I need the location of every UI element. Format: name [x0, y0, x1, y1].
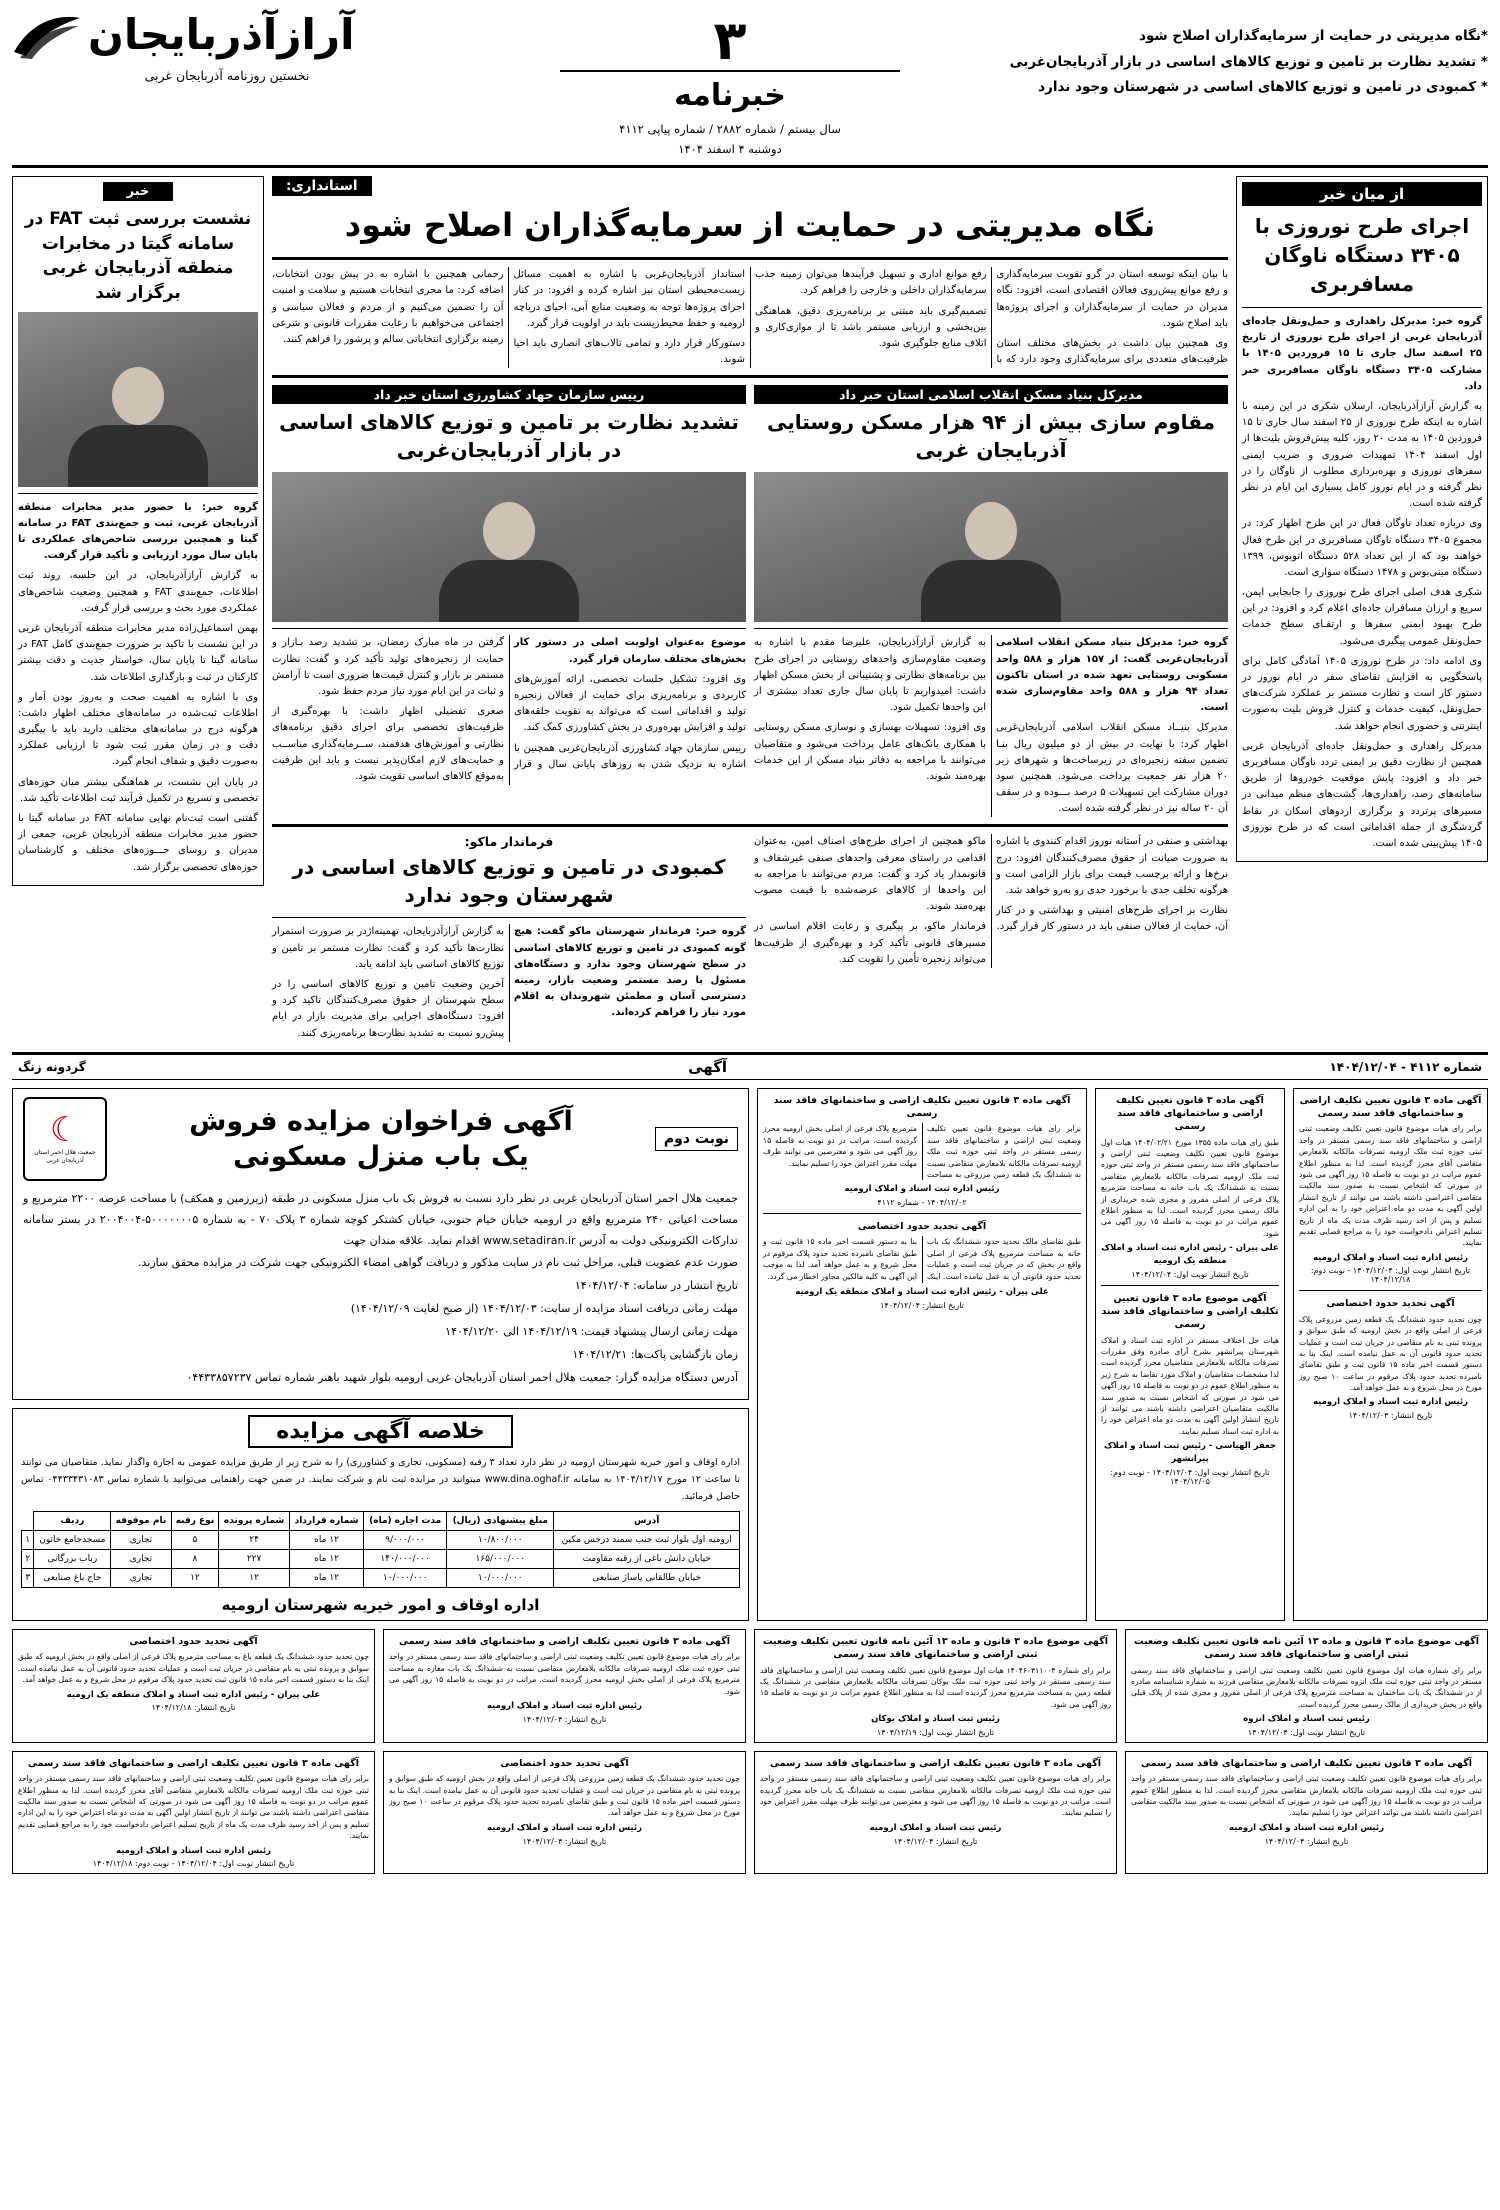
- paragraph: بهمن اسماعیل‌زاده مدیر مخابرات منطقه آذربایجان غربی در این نشست با تاکید بر ضرورت جمع‌بندی کامل FAT در سامانه گیتا تا پایان سال، خواستار جدیت و دقت بیشتر کارکنان در ثبت و بارگذاری اطلاعات شد.: [18, 622, 258, 683]
- story-jahad-photo: [272, 472, 746, 622]
- mozayede-title: خلاصه آگهی مزایده: [248, 1415, 512, 1448]
- paragraph: وی درباره تعداد ناوگان فعال در این طرح اظهار کرد: در مجموع ۳۴۰۵ دستگاه ناوگان مسافربری در این طرح فعال خواهند بود که از این تعداد ۵۲۸ دستگاه اتوبوس، ۱۳۹۹ دستگاه مینی‌بوس و ۱۴۷۸ دستگاه سواری است.: [1242, 518, 1482, 578]
- legal-ad-title: آگهی ماده ۳ قانون تعیین تکلیف اراضی و ساختمانهای فاقد سند رسمی: [1116, 1094, 1264, 1133]
- cell-name: مسجدجامع خاتون: [34, 1531, 111, 1550]
- story-maskan-headline: مقاوم سازی بیش از ۹۴ هزار مسکن روستایی آذربایجان غربی: [767, 410, 1215, 463]
- legal-ad-9: [12, 1629, 375, 1743]
- legal-ad-2: [757, 1088, 1087, 1621]
- paragraph: به گزارش آرازآذربایجان، در این جلسه، روند ثبت اطلاعات، جمع‌بندی FAT و همچنین وضعیت شاخص‌های عملکردی مورد بحث و بررسی قرار گرفت.: [18, 570, 258, 614]
- lead-kicker: استانداری:: [272, 176, 372, 196]
- story-jahad-kicker: رییس سازمان جهاد کشاورزی استان خبر داد: [272, 385, 746, 404]
- masthead-bullet-1: *نگاه مدیریتی در حمایت از سرمایه‌گذاران اصلاح شود: [1139, 28, 1488, 44]
- left-sidebar-section-label: خبر: [103, 182, 173, 201]
- th-row: ردیف: [34, 1512, 111, 1531]
- legal-ad-date: تاریخ انتشار: ۱۴۰۴/۱۲/۰۴: [1348, 1411, 1433, 1421]
- legal-ad-sign: رئیس اداره ثبت اسناد و املاک ارومیه: [1229, 1822, 1384, 1833]
- cell-name: حاج باغ صنایعی: [34, 1569, 111, 1588]
- mozayede-ad: [12, 1408, 749, 1621]
- cell-amount: ۱۰/۸۰۰/۰۰۰: [447, 1531, 554, 1550]
- story-makou-headline: کمبودی در تامین و توزیع کالاهای اساسی در شهرستان وجود ندارد: [292, 855, 726, 908]
- auction-title-line1: آگهی فراخوان مزایده فروش: [189, 1105, 573, 1137]
- legal-ad-title: آگهی ماده ۳ قانون تعیین تکلیف اراضی و ساختمانهای فاقد سند رسمی: [1299, 1094, 1482, 1120]
- cell-file: ۸: [171, 1550, 219, 1569]
- cell-row: ۲: [22, 1550, 34, 1569]
- cell-name: رباب بزرگانی: [34, 1550, 111, 1569]
- auction-line: تاریخ انتشار در سامانه: ۱۴۰۴/۱۲/۰۴: [574, 1279, 738, 1293]
- legal-ad-sign: جعفر الهیاسی - رئیس ثبت اسناد و املاک پیرانشهر: [1103, 1441, 1277, 1464]
- legal-ad-body: چون تحدید حدود ششدانگ یک قطعه باغ به مساحت مترمربع پلاک فرعی از اصلی واقع در بخش ارومیه که طبق سوابق و پرونده ثبتی به نام متقاضی در جریان ثبت است و عملیات تحدید حدود قانونی آن به عمل نیامده است. اینک بنا به دستور قسمت اخیر ماده ۱۵ قانون ثبت تحدید حدود پلاک مرقوم در محل شروع و به عمل خواهد آمد.: [18, 1652, 369, 1685]
- paragraph: وی افزود: تسهیلات بهسازی و نوسازی مسکن روستایی با همکاری بانک‌های عامل پرداخت می‌شود و متقاضیان می‌توانند با مراجعه به دفاتر بنیاد مسکن از این خدمات بهره‌مند شوند.: [754, 722, 986, 782]
- auction-line: مهلت زمانی ارسال پیشنهاد قیمت: ۱۴۰۴/۱۲/۱۹ الی ۱۴۰۴/۱۲/۲۰: [445, 1325, 738, 1339]
- paragraph: گروه خبر: فرماندار شهرستان ماکو گفت: هیچ گونه کمبودی در تامین و توزیع کالاهای اساسی در سطح شهرستان وجود ندارد و دستگاه‌های مسئول با رصد مستمر وضعیت بازار، زمینه دسترسی آسان و مطمئن شهروندان به اقلام مورد نیاز را فراهم کرده‌اند.: [514, 926, 746, 1019]
- legal-ad-body: برابر رای هیات موضوع قانون تعیین تکلیف وضعیت ثبتی اراضی و ساختمانهای فاقد سند رسمی مستقر در واحد ثبتی حوزه ثبت ملک ارومیه تصرفات مالکانه بلامعارض متقاضی نسبت به ششدانگ یک باب مغازه به مساحت مترمربع پلاک فرعی از اصلی بخش ارومیه محرز گردیده است. مراتب در دو نوبت به فاصله ۱۵ روز آگهی می شود.: [389, 1652, 740, 1696]
- legal-ad-sign: رئیس ثبت اسناد و املاک انزوه: [1243, 1714, 1370, 1725]
- cell-duration: ۱۲ ماه: [289, 1569, 363, 1588]
- cell-file: ۵: [171, 1531, 219, 1550]
- issue-meta: [560, 120, 900, 159]
- ads-issue-ref: شماره ۴۱۱۲ - ۱۴۰۴/۱۲/۰۴: [1329, 1059, 1482, 1074]
- ads-row-2: [12, 1629, 1488, 1743]
- legal-ad-10: [1125, 1751, 1488, 1874]
- paragraph: وی با اشاره به اهمیت صحت و به‌روز بودن آمار و اطلاعات ثبت‌شده در سامانه‌های مختلف اظهار داشت: هرگونه درج در سامانه‌های مختلف دارید باید با پیگیری دقت و در زمان مقرر ثبت شود تا ارزیابی عملکرد به‌صورت دقیق و شفاف انجام گیرد.: [18, 691, 258, 768]
- auction-round-badge: نوبت دوم: [655, 1127, 738, 1151]
- paragraph: شکری هدف اصلی اجرای طرح نوروزی را جابجایی ایمن، سریع و ارزان مسافران جاده‌ای اعلام کرد و افزود: در این طرح بهبود ایمنی سفرها و ارتقـای سطح خدمات حمل‌ونقل عمومی پیگیری می‌شود.: [1242, 587, 1482, 647]
- paragraph: وی همچنین بیان داشت در بخش‌های مختلف استان ظرفیت‌های متعددی برای سرمایه‌گذاری وجود دارد که با رفع موانع اداری و تسهیل فرآیندها می‌توان زمینه جذب سرمایه‌گذاران داخلی و خارجی را فراهم کرد.: [755, 269, 1228, 366]
- legal-ad-title: آگهی ماده ۳ قانون تعیین تکلیف اراضی و ساختمانهای فاقد سند رسمی: [28, 1757, 359, 1769]
- legal-ad-title: آگهی موضوع ماده ۳ قانون تعیین تکلیف اراضی و ساختمانهای فاقد سند رسمی: [1101, 1292, 1279, 1331]
- paragraph: استاندار آذربایجان‌غربی با اشاره به اهمیت مسائل زیست‌محیطی استان نیز اشاره کرده و افزود: در کنار اجرای پروژه‌ها توجه به وضعیت منابع آبی، احیای دریاچه ارومیه و حفظ محیط‌زیست باید در اولویت قرار گیرد.: [513, 269, 745, 329]
- cell-duration: ۱۲ ماه: [289, 1531, 363, 1550]
- table-row: [22, 1531, 740, 1550]
- cell-address: خیابان دانش باغی از رقبه مقاومت: [554, 1550, 740, 1569]
- paragraph: مدیرکل بنیــاد مسکن انقلاب اسلامی آذربایجان‌غربی اظهار کرد: با نهایت در بیش از دو میلیون ریال بنـا تضمین سفته زنجیره‌ای در زیرساخت‌ها و شهرهای زیر ۲۰ هزار نفر جمعیت پرداخت می‌شود. همچنین سود دوران مشارکت این تسهیلات ۵ درصد بـــوده و در سقف آن ۲۰ ساله نیز در نظر گرفته شده است.: [996, 722, 1228, 815]
- cell-amount2: ۱۰/۰۰۰/۰۰۰: [364, 1569, 447, 1588]
- ads-corner-label: گردونه زنگ: [18, 1059, 86, 1074]
- paragraph: تصمیم‌گیری باید مبتنی بر برنامه‌ریزی دقیق، هماهنگی بین‌بخشی و ارزیابی مستمر باشد تا از موازی‌کاری و اتلاف منابع جلوگیری شود.: [755, 305, 987, 350]
- table-header-row: [22, 1512, 740, 1531]
- legal-ad-body: برابر رای هیات موضوع قانون تعیین تکلیف وضعیت ثبتی اراضی و ساختمانهای فاقد سند رسمی مستقر در واحد ثبتی حوزه ثبت ملک ارومیه تصرفات مالکانه بلامعارض متقاضی آقای محرز گردیده است. لذا به منظور اطلاع عموم مراتب در دو نوبت به فاصله ۱۵ روز آگهی می شود در صورتی که اشخاص نسبت به صدور سند مالکیت متقاضی اعتراضی داشته باشند می توانند از تاریخ انتشار اولین آگهی به مدت دو ماه اعتراض خود را به این اداره تسلیم و پس از اخذ رسید ظرف مدت یک ماه از تاریخ تسلیم اعتراض دادخواست خود را به مراجع قضایی تقدیم نمایند.: [1299, 1124, 1482, 1248]
- story-makou-kicker: فرماندار ماکو:: [464, 834, 554, 850]
- cell-file: ۱۲: [171, 1569, 219, 1588]
- cell-contract: ۲۲۷: [219, 1550, 290, 1569]
- cell-type: تجاری: [111, 1550, 171, 1569]
- legal-ad-6: [1125, 1629, 1488, 1743]
- legal-ad-7: [754, 1629, 1117, 1743]
- issue-meta-line1: سال بیستم / شماره ۲۸۸۲ / شماره پیاپی ۴۱۱۲: [619, 122, 841, 136]
- middle-stories: [272, 385, 1228, 817]
- legal-ad-date: تاریخ انتشار: ۱۴۰۴/۱۲/۱۸: [151, 1703, 236, 1713]
- masthead-center: [560, 10, 900, 159]
- auction-line: زمان بازگشایی پاکت‌ها: ۱۴۰۴/۱۲/۲۱: [572, 1348, 738, 1362]
- th-duration: مدت اجاره (ماه): [364, 1512, 447, 1531]
- legal-ad-body: طبق تقاضای مالک تحدید حدود ششدانگ یک باب خانه به مساحت مترمربع پلاک فرعی از اصلی واقع در بخش که در جریان ثبت است و عملیات تحدید حدود قانونی آن به عمل نیامده است. اینک بنا به دستور قسمت اخیر ماده ۱۵ قانون ثبت و طبق تقاضای نامبرده تحدید حدود پلاک مرقوم در محل شروع و به عمل خواهد آمد. لذا به موجب این آگهی به کلیه مالکین مجاور اخطار می گردد.: [763, 1237, 1081, 1281]
- legal-ad-body: چون تحدید حدود ششدانگ یک قطعه زمین مزروعی پلاک فرعی از اصلی واقع در بخش ارومیه که طبق سوابق و پرونده ثبتی به نام متقاضی در جریان ثبت است و عملیات تحدید حدود قانونی آن به عمل نیامده است. اینک بنا به دستور قسمت اخیر ماده ۱۵ قانون ثبت و طبق تقاضای نامبرده تحدید حدود پلاک مرقوم در ساعت ۱۰ صبح روز مورخ در محل شروع و به عمل خواهد آمد.: [389, 1774, 740, 1818]
- masthead-logo-area: [12, 10, 442, 83]
- paragraph: دستورکار قرار دارد و تمامی تالاب‌های انصاری باید احیا شوند.: [513, 338, 745, 366]
- masthead-bullet-3: * کمبودی در تامین و توزیع کالاهای اساسی در شهرستان وجود ندارد: [1038, 79, 1488, 96]
- legal-ad-sign: رئیس اداره ثبت اسناد و املاک ارومیه: [487, 1700, 642, 1711]
- legal-ad-sign: علی پیران - رئیس اداره ثبت اسناد و املاک منطقه یک ارومیه: [66, 1689, 321, 1700]
- paragraph: به گزارش آرازآذربایجان، ارسلان شکری در این زمینه با اشاره به اینکه طرح نوروزی از ۲۵ اسفند سال جاری تا ۱۵ فروردین ۱۴۰۵ به مدت ۲۰ روز، کلیه پیش‌فروش بلیت‌ها از اول اسفند ۱۴۰۴ تمهیدات ضروری و ضریب ایمنی سفرهای نوروزی و بهره‌برداری مطلوب از ناوگان را در نظر گرفته و در ایام نوروز کامل بسیاری این ایام در نظر گرفته شده است.: [1242, 401, 1482, 510]
- paragraph: وی افزود: تشکیل جلسات تخصصی، ارائه آموزش‌های کاربردی و برنامه‌ریزی برای حمایت از فعالان زنجیره تولید و اقداماتی است که می‌تواند به تقویت حلقه‌های تولید و افزایش بهره‌وری در بخش کشاورزی کمک کند.: [514, 673, 746, 734]
- legal-ad-title: آگهی موضوع ماده ۳ قانون و ماده ۱۳ آئین نامه قانون تعیین تکلیف وضعیت ثبتی اراضی و ساختمانهای فاقد سند رسمی: [763, 1636, 1108, 1661]
- lead-headline: نگاه مدیریتی در حمایت از سرمایه‌گذاران اصلاح شود: [344, 206, 1156, 245]
- right-sidebar-section-label: از میان خبر: [1242, 182, 1482, 206]
- paragraph: گروه خبر: مدیرکل راهداری و حمل‌ونقل جاده‌ای آذربایجان غربی از اجرای طرح نوروزی از تاریخ ۲۵ اسفند سال جاری تا ۱۵ فروردین ۱۴۰۵ با مشارکت ۳۴۰۵ دستگاه ناوگان مسافربری خبر داد.: [1242, 316, 1482, 392]
- legal-ad-date: تاریخ انتشار نوبت اول: ۱۴۰۴/۱۲/۰۴ - نوبت دوم: ۱۴۰۴/۱۲/۱۸: [92, 1859, 295, 1869]
- legal-ad-title: آگهی تحدید حدود اختصاصی: [857, 1221, 987, 1233]
- left-sidebar-photo: [18, 312, 258, 487]
- auction-line: جمعیت هلال احمر استان آذربایجان غربی در نظر دارد نسبت به فروش یک باب منزل مسکونی در طبقه (زیرزمین و همکف) با مساحت عرصه ۲۲۰۰ مترمربع و مساحت اعیانی ۲۴۰ مترمربع واقع در ارومیه خیابان خیام جنوبی، خیابان کشتکر کوچه شماره ۳ پلاک ۷۰ - به شماره ۵۰۰۰۰۰۰۰۵-۲۰۰۴۰۰۴ در بستر سامانه تدارکات الکترونیکی دولت به آدرس www.setadiran.ir اقدام نماید. علاقه مندان جهت: [23, 1191, 739, 1247]
- story-maskan: [754, 385, 1228, 817]
- cell-amount: ۱۶۵/۰۰۰/۰۰۰: [447, 1550, 554, 1569]
- legal-ad-body: برابر رای هیات موضوع قانون تعیین تکلیف وضعیت ثبتی اراضی و ساختمانهای فاقد سند رسمی مستقر در واحد ثبتی حوزه ثبت ملک ارومیه تصرفات مالکانه بلامعارض متقاضی محرز گردیده است. لذا به منظور اطلاع عموم مراتب در دو نوبت به فاصله ۱۵ روز آگهی می شود در صورتی که اشخاص نسبت به صدور سند مالکیت متقاضی اعتراضی داشته باشند می توانند اعتراض خود را تسلیم نمایند.: [1131, 1774, 1482, 1818]
- paragraph: به گزارش آرازآذربایجان، تهمینه‌اژدر بر ضرورت استمرار نظارت‌ها تأکید کرد و گفت: نظارت مستمر بر تامین و توزیع کالاهای اساسی باید ادامه یابد.: [272, 926, 504, 970]
- cell-row: ۱: [22, 1531, 34, 1550]
- table-row: [22, 1569, 740, 1588]
- legal-ad-sign: رئیس اداره ثبت اسناد و املاک ارومیه: [116, 1845, 271, 1856]
- mozayede-intro: اداره اوقاف و امور خیریه شهرستان ارومیه در نظر دارد تعداد ۳ رقبه (مسکونی، تجاری و کشاورزی) را به شرح زیر از طریق مزایده عمومی به اجاره واگذار نماید. متقاضیان می توانند تا ساعت ۱۲ مورخ ۱۴۰۴/۱۲/۱۷ به سامانه www.dina.oghaf.ir میتوانید در مزایده ثبت نام و شرکت نمایند. در ضمن جهت راهنمایی می‌توانید با شماره تماس ۰۴۴۳۳۴۳۱۰۸۳ تماس حاصل فرمائید.: [21, 1456, 740, 1502]
- cell-row: ۳: [22, 1569, 34, 1588]
- auction-body: [23, 1189, 738, 1389]
- legal-ad-sign: رئیس اداره ثبت اسناد و املاک ارومیه: [487, 1822, 642, 1833]
- main-column: [272, 176, 1228, 1042]
- mozayede-table: [21, 1511, 740, 1588]
- lower-continuation: [754, 834, 1228, 1041]
- legal-ad-body: طبق رای هیات ماده ۱۳۵۵ مورخ ۱۴۰۴/۰۲/۲۱ هیات اول موضوع قانون تعیین تکلیف وضعیت ثبتی اراضی و ساختمانهای فاقد سند رسمی مستقر در واحد ثبتی حوزه ثبت ملک ارومیه تصرفات مالکانه بلامعارض متقاضی نسبت به ششدانگ یک باب خانه به مساحت مترمربع پلاک فرعی از اصلی مفروز و مجزی شده خریداری از مالک رسمی محرز گردیده است. لذا به منظور اطلاع عموم مراتب در دو نوبت به فاصله ۱۵ روز آگهی می شود.: [1101, 1137, 1279, 1238]
- auction-ad: [12, 1088, 749, 1400]
- legal-ad-title: آگهی تحدید حدود اختصاصی: [129, 1636, 258, 1648]
- cell-amount2: ۱۴۰/۰۰۰/۰۰۰: [364, 1550, 447, 1569]
- paragraph: به گزارش آرازآذربایجان، علیرضا مقدم با اشاره به وضعیت مقاوم‌سازی واحدهای روستایی در اجرای طرح بین برنامه‌های نظارتی و پشتیبانی از بخش مسکن اظهار داشت: امیدواریم تا پایان سال جاری تعداد بیشتری از این واحدها تکمیل شود.: [754, 637, 986, 714]
- legal-ad-date: تاریخ انتشار: ۱۴۰۴/۱۲/۰۴: [522, 1836, 607, 1846]
- left-sidebar-body: [18, 500, 258, 876]
- th-type: نوع رقبه: [171, 1512, 219, 1531]
- th-file: شماره پرونده: [219, 1512, 290, 1531]
- paragraph: ماکو همچنین از اجرای طرح‌های اصناف امین، به‌عنوان اقدامی در راستای معرفی واحدهای صنفی غیرشفاف و قانونمدار یاد کرد و گفت: مردم می‌توانند با مراجعه به این واحدها از کالاهای عرضه‌شده با قیمت مصوب بهره‌مند شوند.: [754, 836, 986, 913]
- th-name: نام موقوفه: [111, 1512, 171, 1531]
- legal-ad-sign: رئیس اداره ثبت اسناد و املاک ارومیه: [1313, 1252, 1468, 1263]
- paragraph: گروه خبر: مدیرکل بنیاد مسکن انقلاب اسلامی آذربایجان‌غربی گفت: از ۱۵۷ هزار و ۵۸۸ واحد مسکونی روستایی تعهد شده در استان تاکنون تعداد ۹۴ هزار و ۵۸۸ واحد مقاوم‌سازی شده است.: [996, 637, 1229, 714]
- left-sidebar-column: [12, 176, 264, 1042]
- left-sidebar-headline: نشست بررسی ثبت FAT در سامانه گیتا در مخابرات منطقه آذربایجان غربی برگزار شد: [24, 209, 252, 304]
- legal-ad-date: تاریخ انتشار نوبت اول: ۱۴۰۴/۱۲/۱۹: [876, 1727, 995, 1737]
- paragraph: فرماندار ماکو، بر پیگیری و رعایت اقلام اساسی در مسیرهای قانونی تأکید کرد و بهره‌گیری از ظرفیت‌ها می‌تواند زنجیره تأمین را تقویت کند.: [754, 921, 986, 965]
- right-sidebar-headline: اجرای طرح نوروزی با ۳۴۰۵ دستگاه ناوگان مسافربری: [1254, 214, 1470, 297]
- red-crescent-logo: [23, 1097, 107, 1181]
- cell-address: خیابان طالقانی پاساژ صنایعی: [554, 1569, 740, 1588]
- paragraph: رییس سازمان جهاد کشاورزی آذربایجان‌غربی همچنین با اشاره به نزدیک شدن به روزهای پایانی سال و قرار گرفتن در ماه مبارک رمضان، بر تشدید رصد بـازار و حمایت از زنجیره‌های تولید تأکید کرد و گفت: نظارت مستمر بر بازار و کنترل قیمت‌ها ضروری است تا آرامش و ثبات در این ایام مورد نیاز مردم حفظ شود.: [272, 637, 746, 770]
- story-maskan-body: [754, 635, 1228, 817]
- story-jahad: [272, 385, 746, 817]
- paragraph: مدیرکل راهداری و حمل‌ونقل جاده‌ای آذربایجان غربی همچنین از نظارت دقیق بر ایمنی تردد ناوگان مسافربری خبر داد و افزود: پایش موقعیت خودروها از طریق سامانه‌های رصد، راهداری‌ها، گشت‌های منظم میدانی در مسیرهای پرتردد و برگزاری اردوهای اسکان در نقاط گردشگری از جمله اقداماتی است که در طرح نوروزی ۱۴۰۵ پیش‌بینی شده است.: [1242, 740, 1482, 849]
- crescent-icon: ☾: [49, 1109, 81, 1150]
- paragraph: نظارت بر اجرای طرح‌های امنیتی و بهداشتی و در کنار آن، حمایت از فعالان صنفی باید در دستور کار قرار گیرد.: [996, 905, 1228, 933]
- legal-ad-sign: رئیس ثبت اسناد و املاک ارومیه: [869, 1822, 1002, 1833]
- swoosh-icon: [12, 12, 82, 60]
- legal-ad-date: تاریخ انتشار: ۱۴۰۴/۱۲/۰۴: [522, 1714, 607, 1724]
- ads-row-3: [12, 1751, 1488, 1874]
- legal-ad-body: برابر رای شماره ۱۴۰۴۶۰۳۱۱۰۰۴ هیات اول موضوع قانون تعیین تکلیف وضعیت ثبتی اراضی و ساختمانهای فاقد سند رسمی مستقر در واحد ثبتی حوزه ثبت ملک بوکان تصرفات مالکانه بلامعارض متقاضی در ششدانگ یک قطعه زمین به مساحت مترمربع محرز گردیده است لذا به منظور اطلاع عموم مراتب در دو نوبت به فاصله ۱۵ روز آگهی می شود.: [760, 1665, 1111, 1709]
- paragraph: گروه خبر: با حضور مدیر مخابرات منطقه آذربایجان غربی، ثبت و جمع‌بندی FAT در سامانه گیتا و همچنین بررسی شاخص‌های عملکردی تا پایان سال مورد ارزیابی و تأکید قرار گرفت.: [18, 501, 258, 562]
- legal-ad-date: تاریخ انتشار نوبت اول: ۱۴۰۴/۱۲/۰۴ - نوبت دوم: ۱۴۰۴/۱۲/۰۵: [1110, 1467, 1270, 1486]
- paragraph: گفتنی است ثبت‌نام نهایی سامانه FAT در سامانه گیتا با حضور مدیر مخابرات منطقه آذربایجان غربی، جمعی از مدیران و روسای حـــوزه‌های مختلف و کارشناسان حوزه‌های تخصصی برگزار شد.: [18, 813, 258, 873]
- mozayede-footer: اداره اوقاف و امور خیریه شهرستان ارومیه: [221, 1596, 540, 1615]
- legal-ad-body: برابر رای هیات موضوع قانون تعیین تکلیف وضعیت ثبتی اراضی و ساختمانهای فاقد سند رسمی مستقر در واحد ثبتی حوزه ثبت ملک ارومیه تصرفات مالکانه بلامعارض متقاضی نسبت به ششدانگ یک قطعه زمین مزروعی به مساحت مترمربع پلاک فرعی از اصلی بخش ارومیه محرز گردیده است. مراتب در دو نوبت به فاصله ۱۵ روز آگهی می شود و معترضین می توانند ظرف مهلت مقرر اعتراض خود را تسلیم نمایند.: [763, 1124, 1081, 1179]
- legal-ad-sign: رئیس اداره ثبت اسناد و املاک ارومیه: [844, 1184, 1000, 1195]
- legal-ad-title: آگهی ماده ۳ قانون تعیین تکلیف اراضی و ساختمانهای فاقد سند رسمی: [399, 1636, 730, 1648]
- legal-ad-11: [754, 1751, 1117, 1874]
- paper-name: آرازآذربایجان: [88, 10, 355, 59]
- paragraph: وی ادامه داد: در طرح نوروزی ۱۴۰۵ آمادگی کامل برای پاسخگویی به افزایش تقاضای سفر در ایام نوروز در دستور کار است و نظارت مستمر بر عملکرد شرکت‌های حمل‌ونقل، کیفیت خدمات و کنترل فروش بلیت به‌صورت اینترنتی و حضوری انجام خواهد شد.: [1242, 655, 1482, 732]
- cell-address: ارومیه اول بلوار ثبت جنب سمند درجس مکین: [554, 1531, 740, 1550]
- issue-meta-line2: دوشنبه ۴ اسفند ۱۴۰۴: [678, 141, 782, 156]
- auction-line: آدرس دستگاه مزایده گزار: جمعیت هلال احمر استان آذربایجان غربی ارومیه بلوار شهید باهنر شماره تماس ۰۴۴۳۳۸۵۷۲۳۷: [186, 1370, 738, 1384]
- legal-ad-sign: رئیس اداره ثبت اسناد و املاک ارومیه: [1313, 1397, 1468, 1408]
- legal-ad-0: [1293, 1088, 1488, 1621]
- table-row: [22, 1550, 740, 1569]
- legal-ad-0b: [12, 1751, 375, 1874]
- legal-ad-body: چون تحدید حدود ششدانگ یک قطعه زمین مزروعی پلاک فرعی از اصلی واقع در بخش ارومیه که طبق سوابق و پرونده ثبتی به نام متقاضی در جریان ثبت است و عملیات تحدید حدود قانونی آن به عمل نیامده است. اینک بنا به دستور قسمت اخیر ماده ۱۵ قانون ثبت و طبق تقاضای نامبرده تحدید حدود پلاک مرقوم در ساعت ۱۰ صبح روز مورخ در محل شروع و به عمل خواهد آمد.: [1299, 1314, 1482, 1393]
- masthead: [12, 10, 1488, 168]
- major-ads-stack: [12, 1088, 749, 1621]
- lower-middle-section: [272, 834, 1228, 1041]
- legal-ad-date: ۱۴۰۴/۱۲/۰۲ - شماره ۴۱۱۲: [877, 1198, 967, 1208]
- legal-ad-date: تاریخ انتشار: ۱۴۰۴/۱۲/۰۴: [880, 1301, 964, 1311]
- legal-ad-date: تاریخ انتشار نوبت اول: ۱۴۰۴/۱۲/۰۴: [1131, 1269, 1249, 1279]
- story-makou-body: [272, 924, 746, 1041]
- legal-ad-title: آگهی ماده ۳ قانون تعیین تکلیف اراضی و ساختمانهای فاقد سند رسمی: [770, 1757, 1101, 1769]
- legal-ad-body: برابر رای هیات موضوع قانون تعیین تکلیف وضعیت ثبتی اراضی و ساختمانهای فاقد سند رسمی مستقر در واحد ثبتی حوزه ثبت ملک ارومیه تصرفات مالکانه بلامعارض متقاضی نسبت به ششدانگ یک باب خانه محرز گردیده است. مراتب در دو نوبت به فاصله ۱۵ روز آگهی می شود و معترضین می توانند ظرف مهلت مقرر اعتراض خود را تسلیم نمایند.: [760, 1774, 1111, 1818]
- masthead-bullets: [1009, 10, 1488, 101]
- paragraph: آخرین وضعیت تامین و توزیع کالاهای اساسی را در سطح شهرستان از حقوق مصرف‌کنندگان تاکید کرد و افزود: دستگاه‌های اجرایی برای مدیریت بازار در ایام پیش‌رو نسبت به تشدید نظارت‌ها برنامه‌ریزی کنند.: [272, 979, 504, 1039]
- legal-ad-body: برابر رای هیات موضوع قانون تعیین تکلیف وضعیت ثبتی اراضی و ساختمانهای فاقد سند رسمی مستقر در واحد ثبتی حوزه ثبت ملک ارومیه تصرفات مالکانه بلامعارض متقاضی آقای محرز گردیده است. لذا به منظور اطلاع عموم مراتب در دو نوبت به فاصله ۱۵ روز آگهی می شود در صورتی که اشخاص نسبت به صدور سند مالکیت متقاضی اعتراضی داشته باشند می توانند از تاریخ انتشار اولین آگهی به مدت دو ماه اعتراض خود را به این اداره تسلیم و پس از اخذ رسید ظرف مدت یک ماه از تاریخ تسلیم اعتراض دادخواست خود را به مراجع قضایی تقدیم نمایند.: [18, 1774, 370, 1841]
- legal-ad-title: آگهی تحدید حدود اختصاصی: [1326, 1298, 1455, 1310]
- legal-ad-sign: علی پیران - رئیس اداره ثبت اسناد و املاک منطقه یک ارومیه: [795, 1287, 1049, 1298]
- ads-section-title: آگهی: [688, 1057, 728, 1076]
- legal-ad-sign: علی پیران - رئیس اداره ثبت اسناد و املاک منطقه یک ارومیه: [1101, 1243, 1279, 1266]
- legal-ad-title: آگهی تحدید حدود اختصاصی: [500, 1757, 629, 1769]
- legal-ad-date: تاریخ انتشار نوبت اول: ۱۴۰۴/۱۲/۰۴ - نوبت دوم: ۱۴۰۴/۱۲/۱۸: [1310, 1266, 1471, 1285]
- cell-amount2: ۹/۰۰۰/۰۰۰: [364, 1531, 447, 1550]
- paper-tagline: نخستین روزنامه آذربایجان غربی: [144, 68, 310, 83]
- cell-amount: ۱۰/۰۰۰/۰۰۰: [447, 1569, 554, 1588]
- page-number: ۳: [560, 14, 900, 72]
- auction-title-line2: یک باب منزل مسکونی: [233, 1140, 529, 1172]
- story-jahad-headline: تشدید نظارت بر تامین و توزیع کالاهای اساسی در بازار آذربایجان‌غربی: [279, 410, 739, 463]
- legal-ad-date: تاریخ انتشار: ۱۴۰۴/۱۲/۰۴: [1264, 1836, 1349, 1846]
- story-maskan-photo: [754, 472, 1228, 622]
- cell-type: تجاری: [111, 1569, 171, 1588]
- legal-ad-title: آگهی موضوع ماده ۳ قانون و ماده ۱۳ آئین نامه قانون تعیین تکلیف وضعیت ثبتی اراضی و ساختمانهای فاقد سند رسمی: [1134, 1636, 1479, 1661]
- paragraph: با بیان اینکه توسعه استان در گرو تقویت سرمایه‌گذاری و رفع موانع پیش‌روی فعالان اقتصادی است، افزود: نگاه مدیران در حمایت از سرمایه‌گذاران و اجرای پروژه‌ها باید اصلاح شود.: [996, 269, 1228, 329]
- lead-body: [272, 267, 1228, 368]
- th-contract: شماره قرارداد: [289, 1512, 363, 1531]
- masthead-bullet-2: * تشدید نظارت بر تامین و توزیع کالاهای اساسی در بازار آذربایجان‌غربی: [1009, 53, 1488, 70]
- section-word: خبرنامه: [674, 78, 786, 113]
- legal-ad-title: آگهی ماده ۳ قانون تعیین تکلیف اراضی و ساختمانهای فاقد سند رسمی: [1141, 1757, 1472, 1769]
- ads-row-1: [12, 1088, 1488, 1621]
- crescent-logo-text: جمعیت هلال احمر استان آذربایجان غربی: [34, 1148, 96, 1164]
- auction-line: صورت عدم عضویت قبلی، مراحل ثبت نام در سایت مذکور و دریافت گواهی امضاء الکترونیکی جهت شرکت در مزایده محقق سازند.: [138, 1256, 738, 1270]
- right-sidebar-column: [1236, 176, 1488, 1042]
- th-amount: مبلغ پیشنهادی (ریال): [447, 1512, 554, 1531]
- legal-ad-body: برابر رای شماره هیات اول موضوع قانون تعیین تکلیف وضعیت ثبتی اراضی و ساختمانهای فاقد سند رسمی مستقر در واحد ثبتی حوزه ثبت ملک انزوه تصرفات مالکانه بلامعارض متقاضی فرزند به شماره شناسنامه صادره از در ششدانگ یک باب ساختمان به مساحت مترمربع پلاک فرعی از اصلی مفروز و مجزی شده از پلاک قبلی واقع در بخش خریداری از مالک رسمی محرز گردیده است.: [1131, 1665, 1482, 1709]
- cell-duration: ۱۲ ماه: [289, 1550, 363, 1569]
- legal-ad-1: [1095, 1088, 1285, 1621]
- top-section: [12, 176, 1488, 1042]
- paragraph: رحمانی همچنین با اشاره به در پیش بودن انتخابات، اضافه کرد: ما مجری انتخابات هستیم و سلامت و امنیت آن را تضمین می‌کنیم و از مردم و فعالان سیاسی و اجتماعی می‌خواهیم با رعایت مقررات قانونی و شرعی زمینه برگزاری انتخاباتی سالم و پرشور را فراهم کنند.: [272, 269, 504, 346]
- lower-continuation-body: [754, 834, 1228, 968]
- legal-ad-8: [383, 1629, 746, 1743]
- th-address: آدرس: [554, 1512, 740, 1531]
- cell-contract: ۱۲: [219, 1569, 290, 1588]
- legal-ad-date: تاریخ انتشار نوبت اول: ۱۴۰۴/۱۲/۰۴: [1247, 1727, 1366, 1737]
- cell-contract: ۲۴: [219, 1531, 290, 1550]
- legal-ad-title: آگهی ماده ۳ قانون تعیین تکلیف اراضی و ساختمانهای فاقد سند رسمی: [773, 1094, 1071, 1120]
- legal-ad-4b: [383, 1751, 746, 1874]
- cell-type: تجاری: [111, 1531, 171, 1550]
- story-makou: [272, 834, 746, 1041]
- ads-section-header: [12, 1052, 1488, 1080]
- legal-ad-sign: رئیس ثبت اسناد و املاک بوکان: [871, 1714, 1000, 1725]
- legal-ad-date: تاریخ انتشار: ۱۴۰۴/۱۲/۰۴: [893, 1836, 978, 1846]
- paragraph: بهداشتی و صنفی در آستانه نوروز اقدام کنندوی با اشاره به ضرورت صیانت از حقوق مصرف‌کنندگان افزود: درج نرخ‌ها و ارائه برچسب قیمت برای بازار الزامی است و هرگونه تخلف جدی با برخورد جدی رو به‌رو خواهد شد.: [996, 836, 1228, 897]
- paragraph: در پایان این نشست، بر هماهنگی بیشتر میان حوزه‌های تخصصی و تسریع در تکمیل فرآیند ثبت اطلاعات تأکید شد.: [18, 776, 258, 804]
- story-jahad-body: [272, 635, 746, 785]
- auction-line: مهلت زمانی دریافت اسناد مزایده از سایت: ۱۴۰۴/۱۲/۰۳ (از صبح لغایت ۱۴۰۴/۱۲/۰۹): [350, 1302, 738, 1316]
- legal-ad-body: هیات حل اختلاف مستقر در اداره ثبت اسناد و املاک شهرستان پیرانشهر بشرح آرای صادره وفق مقررات تصرفات مالکانه بلامعارض متقاضیان محرز گردیده است لذا مشخصات متقاضیان و املاک مورد تقاضا به شرح زیر به منظور اطلاع عموم در دو نوبت به فاصله ۱۵ روز آگهی می شود در صورتی که اشخاص نسبت به صدور سند مالکیت متقاضیان اعتراضی داشته باشند می توانند از تاریخ انتشار اولین آگهی به مدت دو ماه اعتراض خود را به اداره ثبت اسناد تسلیم نمایند.: [1101, 1335, 1279, 1436]
- right-sidebar-body: [1242, 314, 1482, 852]
- paragraph: صغری تفضیلی اظهار داشت: با بهره‌گیری از ظرفیت‌های تخصصی برای اجرای دقیق برنامه‌های نظارتی و آموزش‌های هدفمند، ســرمایه‌گذاری مناســب و حمایت‌های لازم امکان‌پذیر نیست و باید این ظرفیت به‌موقع کالاهای اساسی تقویت شود.: [272, 706, 504, 782]
- story-maskan-kicker: مدیرکل بنیاد مسکن انقلاب اسلامی استان خبر داد: [754, 385, 1228, 404]
- paragraph: موضوع به‌عنوان اولویت اصلی در دستور کار بخش‌های مختلف سازمان قرار گیرد.: [514, 637, 746, 665]
